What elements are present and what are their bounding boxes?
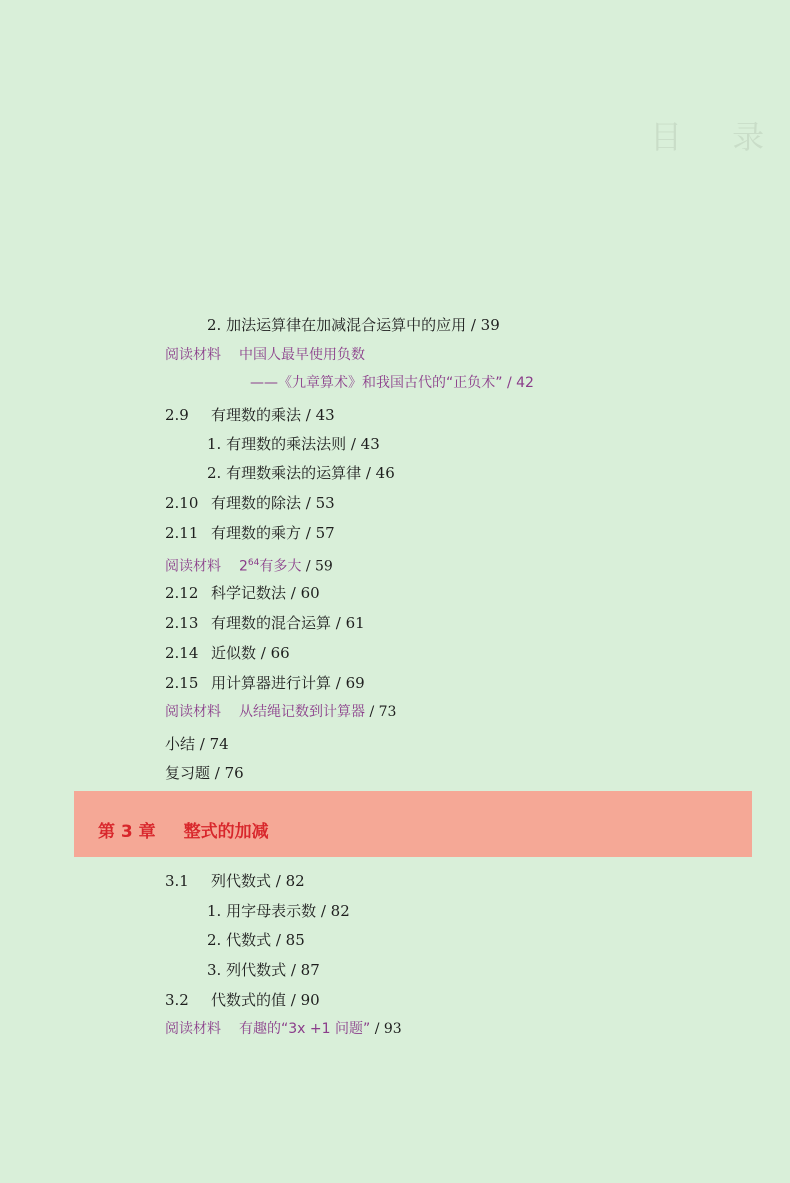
section-number: 2.10 <box>165 494 199 512</box>
toc-section-entry <box>165 990 320 1010</box>
toc-subentry: 3. 列代数式 / 87 <box>207 961 320 979</box>
toc-section-entry <box>165 643 290 663</box>
toc-subentry: 1. 用字母表示数 / 82 <box>207 902 350 920</box>
section-number: 2.15 <box>165 674 199 692</box>
reading-tag: 阅读材料 <box>165 347 221 363</box>
toc-section-entry <box>165 613 365 633</box>
toc-subentry: 1. 有理数的乘法法则 / 43 <box>207 435 380 453</box>
section-number: 2.12 <box>165 584 199 602</box>
reading-title-exponent: 64 <box>247 558 260 568</box>
section-title: 代数式的值 / 90 <box>211 991 320 1009</box>
reading-material-entry <box>165 553 333 577</box>
section-number: 2.11 <box>165 524 199 542</box>
chapter-number: 第 3 章 <box>98 822 156 842</box>
reading-tag: 阅读材料 <box>165 558 221 575</box>
reading-page: / 73 <box>365 704 397 720</box>
section-title: 近似数 / 66 <box>211 644 290 662</box>
section-title: 科学记数法 / 60 <box>211 584 320 602</box>
review-entry: 复习题 / 76 <box>165 764 244 782</box>
chapter-heading <box>98 817 269 842</box>
toc-section-entry <box>165 493 335 513</box>
reading-material-entry <box>165 1019 402 1039</box>
section-number: 2.9 <box>165 406 189 424</box>
reading-page: / 93 <box>370 1021 402 1037</box>
toc-section-entry <box>165 871 305 891</box>
reading-tag: 阅读材料 <box>165 704 221 720</box>
section-title: 有理数的除法 / 53 <box>211 494 335 512</box>
toc-section-entry <box>165 523 335 543</box>
reading-subtitle: ——《九章算术》和我国古代的“正负术” / 42 <box>250 375 534 391</box>
section-title: 有理数的混合运算 / 61 <box>211 614 365 632</box>
reading-title-base: 2 <box>239 558 248 575</box>
toc-section-entry <box>165 405 335 425</box>
toc-subentry: 2. 有理数乘法的运算律 / 46 <box>207 464 395 482</box>
reading-title-rest: 有多大 <box>259 558 302 575</box>
summary-entry: 小结 / 74 <box>165 735 229 753</box>
reading-title: 有趣的“3x +1 问题” <box>239 1021 371 1037</box>
section-title: 用计算器进行计算 / 69 <box>211 674 365 692</box>
reading-title: 中国人最早使用负数 <box>239 347 365 363</box>
toc-section-entry <box>165 583 320 603</box>
ghost-title: 目 录 <box>650 118 785 156</box>
reading-page: / 59 <box>301 558 333 575</box>
toc-section-entry <box>165 673 365 693</box>
section-number: 3.2 <box>165 991 189 1009</box>
section-title: 列代数式 / 82 <box>211 872 305 890</box>
section-number: 2.14 <box>165 644 199 662</box>
reading-tag: 阅读材料 <box>165 1021 221 1037</box>
section-number: 2.13 <box>165 614 199 632</box>
toc-entry: 2. 加法运算律在加减混合运算中的应用 / 39 <box>207 316 500 334</box>
section-title: 有理数的乘方 / 57 <box>211 524 335 542</box>
reading-material-entry <box>165 702 396 722</box>
chapter-title: 整式的加减 <box>183 822 269 842</box>
reading-material-entry <box>165 345 365 365</box>
section-number: 3.1 <box>165 872 189 890</box>
reading-title: 从结绳记数到计算器 <box>239 704 365 720</box>
section-title: 有理数的乘法 / 43 <box>211 406 335 424</box>
toc-subentry: 2. 代数式 / 85 <box>207 931 305 949</box>
